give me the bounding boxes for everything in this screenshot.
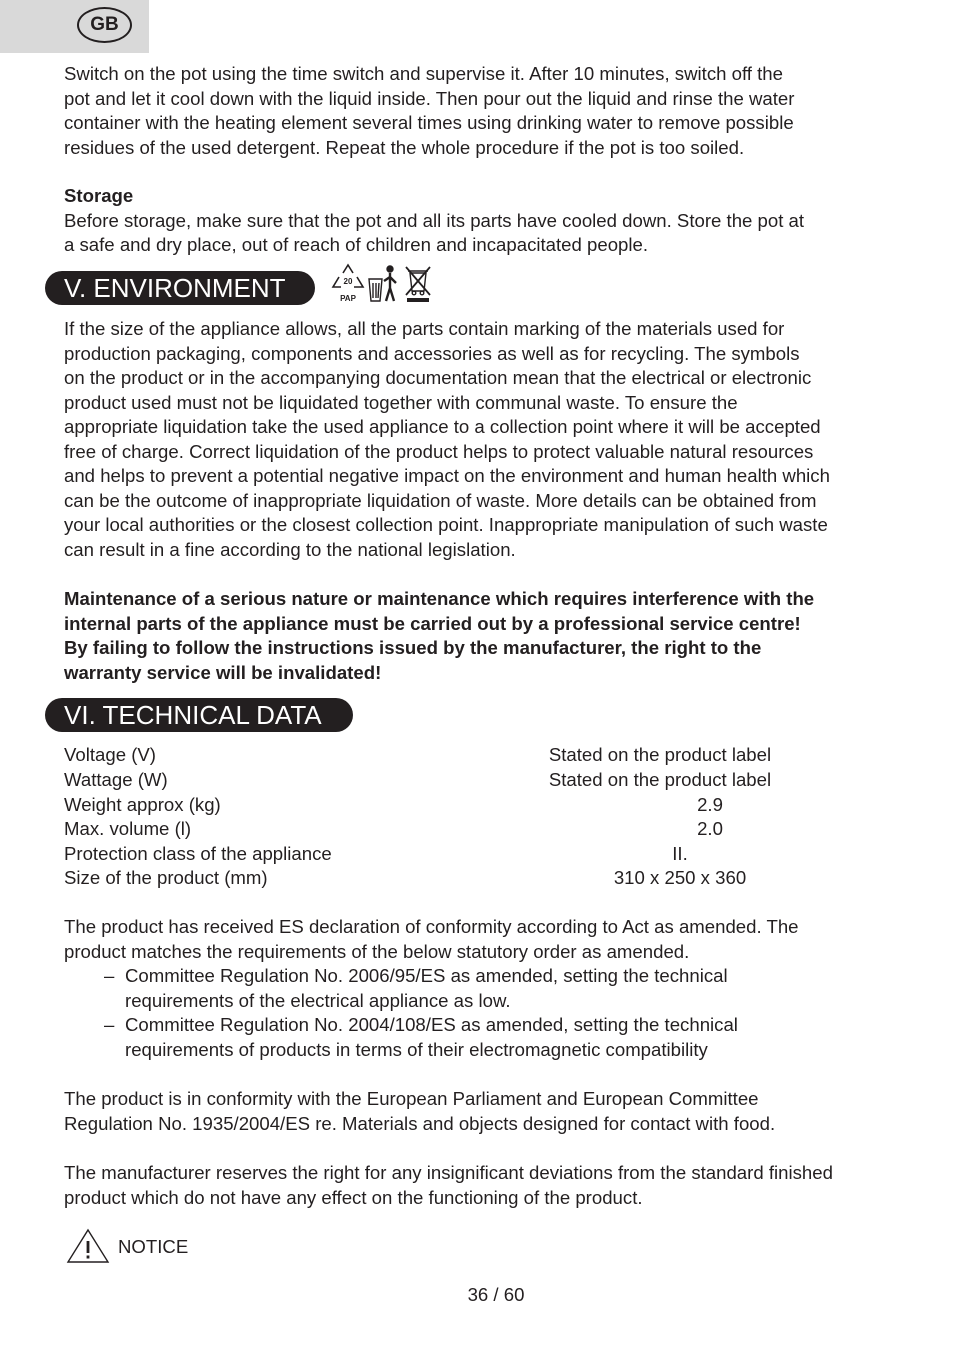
spec-value: 2.0	[697, 818, 723, 839]
spec-row-protection-class	[64, 842, 864, 867]
deviation-line: The manufacturer reserves the right for any insignificant deviations from the standard finished	[64, 1162, 833, 1183]
environment-line: can result in a fine according to the national legislation.	[64, 538, 516, 560]
environment-line: your local authorities or the closest collection point. Inappropriate manipulation of such waste	[64, 514, 828, 535]
intro-line: residues of the used detergent. Repeat the whole procedure if the pot is too soiled.	[64, 136, 745, 158]
language-badge: GB	[77, 7, 132, 43]
spec-row-volume	[64, 817, 864, 842]
regulation-line: requirements of the electrical appliance as low.	[125, 989, 511, 1011]
spec-value: II.	[672, 843, 688, 864]
spec-value: Stated on the product label	[548, 744, 772, 765]
list-dash: –	[104, 965, 115, 986]
crossed-out-wheelie-bin-icon	[406, 267, 430, 302]
environment-symbols	[330, 263, 436, 305]
regulation-text	[125, 1013, 825, 1062]
environment-line: free of charge. Correct liquidation of the product helps to protect valuable natural resources	[64, 440, 814, 462]
regulation-line: Committee Regulation No. 2004/108/ES as amended, setting the technical	[125, 1014, 738, 1035]
intro-line: pot and let it cool down with the liquid inside. Then pour out the liquid and rinse the water	[64, 87, 795, 109]
warning-triangle-icon	[66, 1228, 110, 1264]
spec-value: 2.9	[697, 794, 723, 815]
recycling-20-pap-icon	[333, 265, 363, 303]
environment-line: product used must not be liquidated together with communal waste. To ensure the	[64, 391, 738, 413]
environment-line: and helps to prevent a potential negative impact on the environment and human health which	[64, 465, 830, 486]
environment-paragraph	[64, 317, 916, 562]
environment-line: on the product or in the accompanying documentation mean that the electrical or electronic	[64, 367, 812, 388]
spec-row-voltage	[64, 743, 864, 768]
conformity-line: The product has received ES declaration of conformity according to Act as amended. The	[64, 916, 799, 937]
deviation-paragraph	[64, 1161, 916, 1210]
technical-data-heading: VI. TECHNICAL DATA	[45, 698, 353, 732]
spec-label: Protection class of the appliance	[64, 843, 332, 864]
environment-heading: V. ENVIRONMENT	[45, 271, 315, 305]
spec-label: Voltage (V)	[64, 744, 156, 765]
warning-line: Maintenance of a serious nature or maintenance which requires interference with the	[64, 588, 815, 609]
conformity-paragraph	[64, 915, 916, 964]
food-contact-line: The product is in conformity with the European Parliament and European Committee	[64, 1088, 759, 1109]
warning-line: warranty service will be invalidated!	[64, 661, 382, 683]
spec-label: Max. volume (l)	[64, 818, 192, 839]
notice-label: NOTICE	[118, 1236, 189, 1257]
storage-line: a safe and dry place, out of reach of children and incapacitated people.	[64, 234, 649, 255]
food-contact-line: Regulation No. 1935/2004/ES re. Materials and objects designed for contact with food.	[64, 1112, 776, 1134]
intro-line: Switch on the pot using the time switch and supervise it. After 10 minutes, switch off the	[64, 63, 783, 84]
spec-row-weight	[64, 793, 864, 818]
food-contact-paragraph	[64, 1087, 916, 1136]
recycle-code: 20	[343, 277, 353, 286]
language-tab	[0, 0, 149, 53]
spec-label: Wattage (W)	[64, 769, 168, 790]
spec-label: Weight approx (kg)	[64, 794, 221, 815]
tidyman-bin-icon	[369, 266, 396, 301]
storage-heading: Storage	[64, 185, 134, 206]
storage-line: Before storage, make sure that the pot and all its parts have cooled down. Store the pot at	[64, 209, 805, 231]
intro-paragraph	[64, 62, 916, 160]
spec-value: 310 x 250 x 360	[613, 867, 747, 888]
warning-line: By failing to follow the instructions issued by the manufacturer, the right to the	[64, 637, 762, 658]
list-dash: –	[104, 1014, 115, 1035]
spec-row-size	[64, 866, 864, 891]
deviation-line: product which do not have any effect on the functioning of the product.	[64, 1186, 643, 1208]
warning-line: internal parts of the appliance must be carried out by a professional service centre!	[64, 612, 801, 634]
recycle-material: PAP	[340, 294, 356, 303]
storage-section	[64, 184, 916, 258]
intro-line: container with the heating element several times using drinking water to remove possible	[64, 112, 794, 133]
environment-line: can be the outcome of inappropriate liquidation of waste. More details can be obtained from	[64, 489, 817, 511]
regulation-line: requirements of products in terms of their electromagnetic compatibility	[125, 1038, 708, 1060]
page-number: 36 / 60	[467, 1284, 525, 1305]
spec-row-wattage	[64, 768, 864, 793]
regulation-item	[64, 964, 916, 1013]
environment-line: If the size of the appliance allows, all the parts contain marking of the materials used for	[64, 318, 785, 339]
notice	[66, 1228, 266, 1264]
environment-line: appropriate liquidation take the used appliance to a collection point where it will be accepted	[64, 416, 821, 437]
environment-line: production packaging, components and accessories as well as for recycling. The symbols	[64, 342, 800, 364]
regulation-line: Committee Regulation No. 2006/95/ES as amended, setting the technical	[125, 965, 728, 986]
maintenance-warning	[64, 587, 916, 685]
spec-label: Size of the product (mm)	[64, 867, 268, 888]
regulation-text	[125, 964, 825, 1013]
spec-value: Stated on the product label	[548, 769, 772, 790]
conformity-line: product matches the requirements of the below statutory order as amended.	[64, 940, 690, 962]
regulation-item	[64, 1013, 916, 1062]
